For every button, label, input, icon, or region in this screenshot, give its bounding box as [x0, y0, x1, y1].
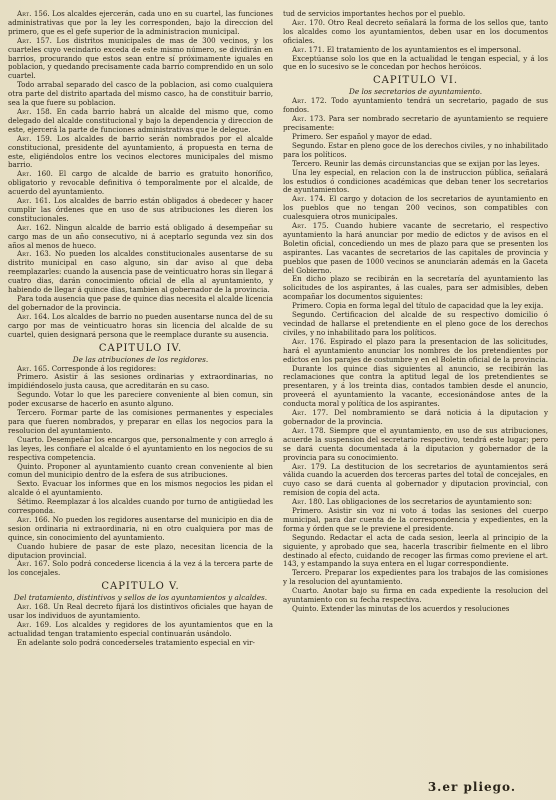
paragraph-text: Cuarto. Desempeñar los encargos que, personalmente y con arreglo á las leyes, les confiare el alcalde ó el ayuntamiento en los negocios de su respectiva competencia.: [8, 434, 273, 462]
paragraph: [8, 250, 273, 295]
paragraph-text: Los alcaldes y regidores de los ayuntamientos que en la actualidad tengan tratamiento especial continuarán usándolo.: [8, 620, 273, 638]
paragraph: [283, 195, 548, 222]
paragraph: [8, 10, 273, 37]
paragraph: [8, 409, 273, 436]
paragraph: [8, 480, 273, 498]
article-number: Art. 163.: [17, 249, 51, 259]
paragraph: [8, 560, 273, 578]
paragraph-text: tud de servicios importantes hechos por el pueblo.: [283, 10, 466, 18]
article-number: Art. 164.: [17, 311, 50, 321]
paragraph-text: Otro Real decreto señalará la forma de los sellos que, tanto los alcaldes como los ayuntamientos, deben usar en los documentos oficiales.: [283, 17, 548, 45]
paragraph: [283, 534, 548, 570]
paragraph: [283, 569, 548, 587]
article-number: Art. 159.: [17, 133, 53, 143]
article-number: Art. 170.: [292, 17, 326, 27]
article-number: Art. 158.: [17, 106, 52, 116]
paragraph: [8, 224, 273, 251]
paragraph-text: Los alcaldes de barrio están obligados á obedecer y hacer cumplir las órdenes que en uso de sus atribuciones les dieren los constitucionales.: [8, 196, 273, 223]
paragraph: [283, 275, 548, 302]
chapter-subtitle: De los secretarios de ayuntamiento.: [348, 87, 483, 97]
paragraph-text: El tratamiento de los ayuntamientos es el impersonal.: [326, 44, 521, 54]
paragraph-text: Segundo. Redactar el acta de cada sesion, leerla al principio de la siguiente, y aprobado que sea, hacerla trascribir fielmente en el libro destinado al efecto, cuidando de recoger las firmas como previene el art. 143, y estampando la suya entera en el lugar correspondiente.: [283, 532, 548, 569]
paragraph-text: En adelante solo podrá concederseles tratamiento especial en vir-: [17, 637, 255, 647]
article-number: Art. 178.: [292, 425, 326, 435]
article-number: Art. 175.: [292, 221, 329, 231]
paragraph: [8, 295, 273, 313]
paragraph: [283, 97, 548, 115]
paragraph-text: Quinto. Extender las minutas de los acuerdos y resoluciones: [292, 604, 510, 613]
paragraph-text: Segundo. Certificacion del alcalde de su respectivo domicilio ó vecindad de hallarse el pretendiente en el pleno goce de los derechos civiles, y no inhabilitado para los políticos.: [283, 310, 548, 337]
paragraph-text: Los alcaldes ejercerán, cada uno en su cuartel, las funciones administrativas que por la ley les corresponden, bajo la direccion del primero, que es el gefe superior de la administracion municipal.: [8, 10, 273, 36]
article-number: Art. 165.: [17, 363, 50, 373]
paragraph-text: Del nombramiento se dará noticia á la diputacion y gobernador de la provincia.: [283, 408, 548, 426]
paragraph-text: Un Real decreto fijará los distintivos oficiales que hayan de usar los individuos de ayuntamiento.: [8, 602, 273, 621]
paragraph: [283, 427, 548, 463]
paragraph: [8, 391, 273, 409]
chapter-heading: CAPITULO V.: [101, 581, 180, 593]
article-number: Art. 160.: [17, 169, 53, 179]
paragraph: [283, 169, 548, 196]
text-columns: [8, 10, 548, 780]
paragraph: [8, 197, 273, 224]
paragraph-text: Una ley especial, en relacion con la de instruccion pública, señalará los estudios ó condiciones académicas que deban tener los secretarios de ayuntamientos.: [283, 167, 548, 195]
paragraph-text: No pueden los alcaldes constitucionales ausentarse de su distrito municipal en caso alguno, sin dar aviso al que deba reemplazarles: cuando la ausencia pase de veinticuatro horas sin llegar á cuatro dias, darán conocimiento oficial de ella al ayuntamiento, y habiendo de llegar á quince dias, tambien al gobernador de la provincia.: [8, 249, 273, 295]
paragraph-text: Los alcaldes de barrio serán nombrados por el alcalde constitucional, presidente del ayuntamiento, á propuesta en terna de este, eligiéndolos entre los vecinos electores municipales del mismo barrio.: [8, 133, 273, 170]
paragraph-text: Durante los quince dias siguientes al anuncio, se recibirán las reclamaciones que contra la aptitud legal de los pretendientes se presentaren, y á los treinta dias, contados tambien desde el anuncio, proveerá el ayuntamiento la vacante, eccesionándose antes de la conducta moral y política de los aspirantes.: [283, 363, 548, 409]
chapter-subtitle: Del tratamiento, distintivos y sellos de los ayuntamientos y alcaldes.: [13, 593, 268, 603]
article-number: Art. 162.: [17, 222, 52, 232]
paragraph: [283, 338, 548, 365]
article-number: Art. 167.: [17, 559, 50, 569]
article-number: Art. 166.: [17, 514, 50, 524]
paragraph: [8, 621, 273, 639]
paragraph-text: Sétimo. Reemplazar á los alcaldes cuando por turno de antigüedad les corresponda.: [8, 497, 273, 516]
paragraph: [8, 639, 273, 648]
paragraph-text: En cada barrio habrá un alcalde del mismo que, como delegado del alcalde constitucional y bajo la dependencia y direccion de este, ejercerá la parte de funciones administrativas que le delegue.: [8, 106, 273, 134]
paragraph: [8, 498, 273, 516]
paragraph-text: Primero. Asistir á las sesiones ordinarias y extraordinarias, no impidiéndoselo justa causa, que acreditarán en su caso.: [8, 372, 273, 391]
paragraph-text: Los alcaldes de barrio no pueden ausentarse nunca del de su cargo por mas de veinticuatro horas sin licencia del alcalde de su cuartel, quien designará persona que le reemplace durante su ausencia.: [8, 311, 273, 339]
paragraph-text: Solo podrá concederse licencia á la vez á la tercera parte de los concejales.: [8, 559, 273, 578]
article-number: Art. 174.: [292, 194, 326, 204]
paragraph: [8, 603, 273, 621]
paragraph: [8, 543, 273, 561]
paragraph: [8, 463, 273, 481]
article-number: Art. 156.: [17, 10, 50, 18]
article-number: Art. 177.: [292, 408, 329, 418]
paragraph-text: Primero. Ser español y mayor de edad.: [292, 131, 432, 141]
left-column: [8, 10, 273, 780]
paragraph-text: Ningun alcalde de barrio está obligado á desempeñar su cargo mas de un año consecutivo, ni á aceptarlo segunda vez sin dos años al menos de hueco.: [8, 222, 273, 250]
paragraph: [283, 311, 548, 338]
paragraph-text: Para ser nombrado secretario de ayuntamiento se requiere precisamente:: [283, 114, 548, 133]
paragraph-text: Corresponde á los regidores:: [51, 363, 157, 373]
paragraph: [283, 19, 548, 46]
paragraph: [283, 55, 548, 73]
paragraph: [8, 516, 273, 543]
paragraph-text: Primero. Asistir sin voz ni voto á todas las sesiones del cuerpo municipal, para dar cuenta de la correspondencia y expedientes, en la forma y órden que se le previene el presidente.: [283, 506, 548, 533]
paragraph: [8, 135, 273, 171]
paragraph-text: El cargo de alcalde de barrio es gratuito honorífico, obligatorio y revocable definitiva ó temporalmente por el alcalde, de acuerdo del ayuntamiento.: [8, 169, 273, 197]
paragraph: [8, 170, 273, 197]
paragraph-text: Tercero. Formar parte de las comisiones permanentes y especiales para que fueren nombrados, y preparar en ellas los negocios para la resolucion del ayuntamiento.: [8, 408, 273, 435]
paragraph-text: Cuando hubiere de pasar de este plazo, necesitan licencia de la diputacion provincial.: [8, 541, 273, 560]
paragraph-text: Las obligaciones de los secretarios de ayuntamiento son:: [326, 497, 533, 507]
article-number: Art. 169.: [17, 620, 52, 630]
right-column: [283, 10, 548, 780]
article-number: Art. 172.: [292, 96, 327, 106]
paragraph-text: No pueden los regidores ausentarse del municipio en dia de sesion ordinaria ni extraordinaria, ni en otro cualquiera por mas de quince, sin conocimiento del ayuntamiento.: [8, 514, 273, 542]
paragraph-text: Tercero. Preparar los expedientes para los trabajos de las comisiones y la resolucion del ayuntamiento.: [283, 568, 548, 587]
paragraph-text: La destitucion de los secretarios de ayuntamientos será válida cuando la acuerden dos terceras partes del total de concejales, en cuyo caso se dará cuenta al gobernador y diputacion provincial, con remision de copia del acta.: [283, 461, 548, 498]
paragraph: [283, 587, 548, 605]
article-number: Art. 171.: [292, 44, 325, 54]
paragraph: [283, 142, 548, 160]
paragraph-text: Para toda ausencia que pase de quince dias necesita el alcalde licencia del gobernador de la provincia.: [8, 294, 273, 312]
paragraph-text: Siempre que el ayuntamiento, en uso de sus atribuciones, acuerde la suspension del secretario respectivo, tendrá este lugar; pero se dará cuenta documentada á la diputacion y gobernador de la provincia para su conocimiento.: [283, 425, 548, 462]
paragraph: [8, 373, 273, 391]
paragraph-text: Cuando hubiere vacante de secretario, el respectivo ayuntamiento la hará anunciar por medio de edictos y de avisos en el Boletin oficial, concediendo un mes de plazo para que se presenten los aspirantes. Las vacantes de secretarios de las capitales de provincia y pueblos que pasen de 1000 vecinos se anunciarán además en la Gaceta del Gobierno.: [283, 221, 548, 275]
chapter-heading: CAPITULO IV.: [98, 342, 183, 354]
chapter-subtitle: De las atribuciones de los regidores.: [72, 354, 209, 364]
article-number: Art. 180.: [292, 497, 325, 507]
paragraph: [283, 115, 548, 133]
paragraph-text: Segundo. Estar en pleno goce de los derechos civiles, y no inhabilitado para los políticos.: [283, 140, 548, 159]
chapter-heading: CAPITULO VI.: [372, 75, 459, 87]
article-number: Art. 176.: [292, 336, 327, 346]
paragraph: [283, 605, 548, 614]
paragraph: [8, 313, 273, 340]
paragraph-text: Los distritos municipales de mas de 300 vecinos, y los cuarteles cuyo vecindario exceda de este mismo número, se dividirán en barrios, procurando que estos sean entre sí próximamente iguales en poblacion, y quedando precisamente cada barrio comprendido en un solo cuartel.: [8, 35, 273, 81]
paragraph: [283, 222, 548, 275]
paragraph: [283, 365, 548, 410]
paragraph-text: Tercero. Reunir las demás circunstancias que se exijan por las leyes.: [292, 158, 540, 168]
paragraph: [8, 436, 273, 463]
paragraph-text: Segundo. Votar lo que les pareciere conveniente al bien comun, sin poder excusarse de hacerlo en asunto alguno.: [8, 390, 273, 409]
article-number: Art. 157.: [17, 35, 52, 45]
paragraph-text: El cargo y dotacion de los secretarios de ayuntamiento en los pueblos que no tengan 200 vecinos, son compatibles con cualesquiera otros municipales.: [283, 194, 548, 222]
article-number: Art. 173.: [292, 114, 326, 124]
paragraph: [283, 409, 548, 427]
paragraph-text: Sexto. Evacuar los informes que en los mismos negocios les pidan el alcalde ó el ayuntamiento.: [8, 479, 273, 498]
paragraph: [8, 81, 273, 108]
paragraph: [8, 37, 273, 82]
paragraph-text: Exceptúanse solo los que en la actualidad le tengan especial, y á los que en lo sucesivo se le concedan por hechos heróicos.: [283, 53, 548, 72]
article-number: Art. 179.: [292, 461, 327, 471]
paragraph-text: Todo ayuntamiento tendrá un secretario, pagado de sus fondos.: [283, 96, 548, 115]
paragraph-text: Cuarto. Anotar bajo su firma en cada expediente la resolucion del ayuntamiento con su fecha respectiva.: [283, 586, 548, 605]
article-number: Art. 161.: [17, 196, 51, 206]
paragraph-text: Primero. Copia en forma legal del título de capacidad que la ley exija.: [292, 301, 544, 311]
article-number: Art. 168.: [17, 602, 51, 612]
paragraph: [8, 108, 273, 135]
signature-mark: 3.er pliego.: [427, 780, 516, 794]
paragraph: [283, 507, 548, 534]
paragraph-text: En dicho plazo se recibirán en la secretaría del ayuntamiento las solicitudes de los aspirantes, á las cuales, para ser admisibles, deben acompañar los documentos siguientes:: [283, 274, 548, 302]
paragraph-text: Quinto. Proponer al ayuntamiento cuanto crean conveniente al bien comun del municipio dentro de la esfera de sus atribuciones.: [8, 461, 273, 480]
paragraph: [283, 463, 548, 499]
paragraph-text: Espirado el plazo para la presentacion de las solicitudes, hará el ayuntamiento anunciar los nombres de los pretendientes por edictos en los parajes de costumbre y en el Boletin oficial de la provincia.: [283, 336, 548, 364]
paragraph-text: Todo arrabal separado del casco de la poblacion, asi como cualquiera otra parte del distrito apartada del mismo casco, ha de constituir barrio, sea la que fuere su poblacion.: [8, 80, 273, 108]
